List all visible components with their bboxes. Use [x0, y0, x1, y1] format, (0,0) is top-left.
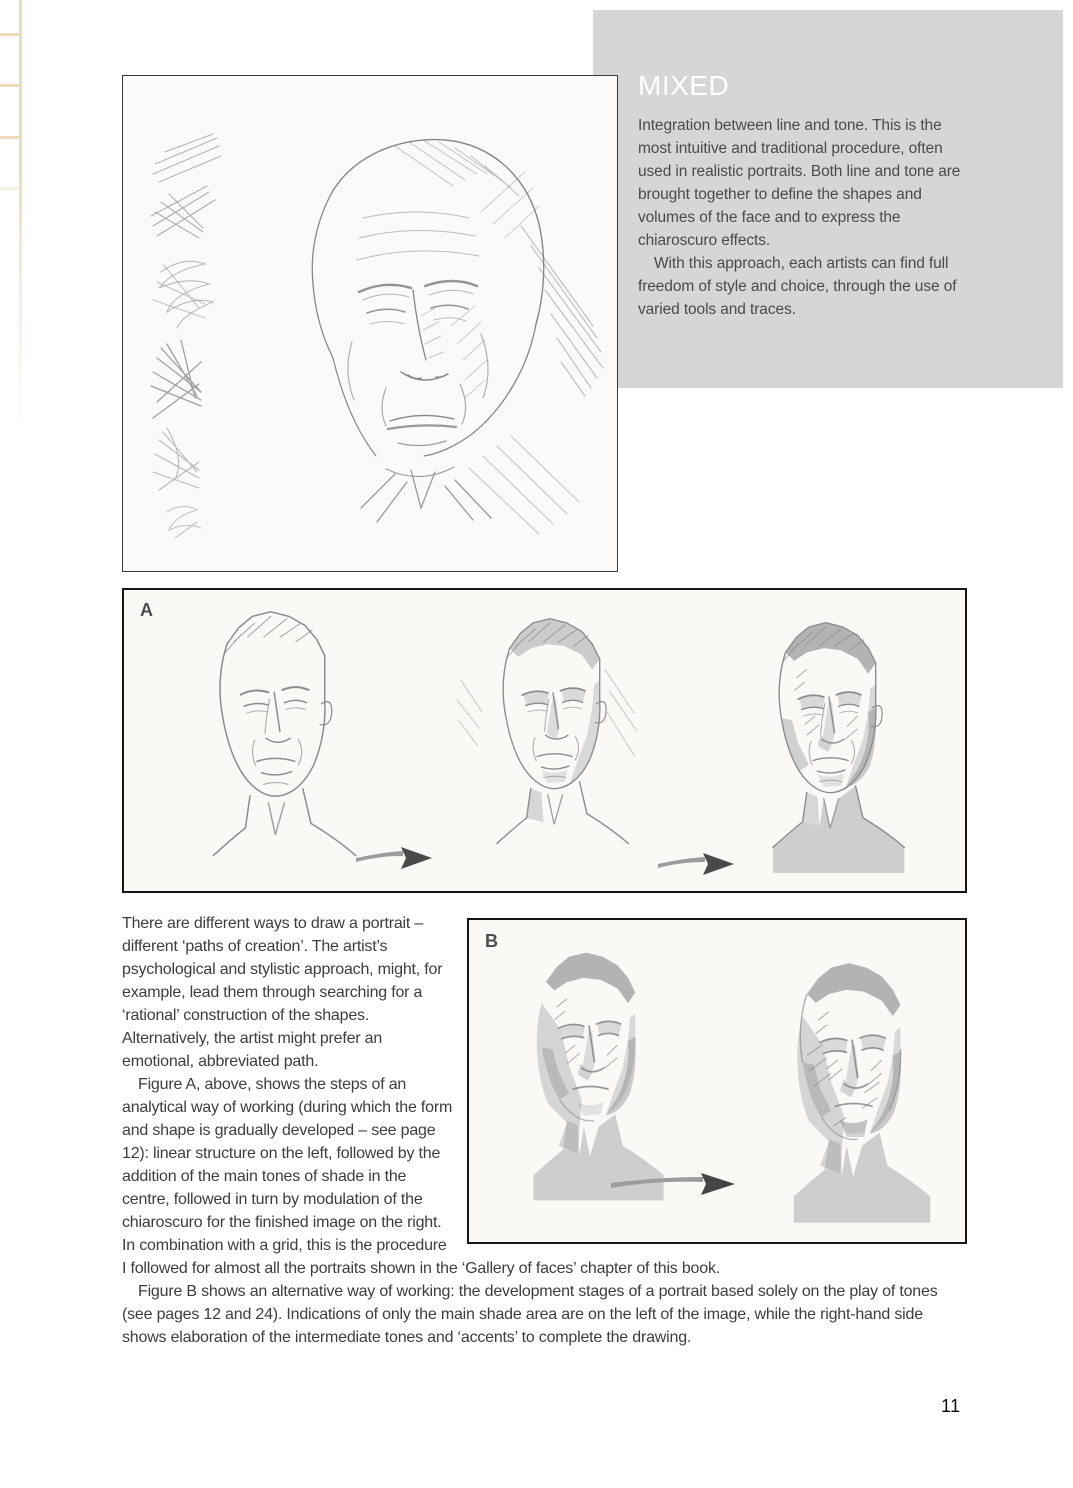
body-text	[122, 912, 967, 1349]
callout-paragraph-1: Integration between line and tone. This is the most intuitive and traditional procedure, often used in realistic portraits. Both line and tone are brought together to define the shapes and volumes of the face and to express the chiaroscuro effects.	[638, 117, 961, 250]
callout-paragraph-2: With this approach, each artists can find full freedom of style and choice, through the use of varied tools and traces.	[638, 255, 957, 319]
figure-a-stage-tone	[457, 619, 637, 844]
figure-a-stage-outline	[213, 612, 356, 856]
callout-heading: MIXED	[638, 70, 730, 101]
body-paragraph-1: There are different ways to draw a portrait – different ‘paths of creation’. The artist’s psychological and stylistic approach, might, for example, lead them through searching for a ‘rational’ construction of the shapes. Alternatively, the artist might prefer an emotional, abbreviated path.	[122, 915, 443, 1070]
ornament-vertical-rule	[19, 0, 22, 430]
figure-a-panel	[122, 588, 967, 893]
arrow-right-icon	[356, 847, 432, 869]
ornament-horizontal-rule	[0, 33, 22, 36]
body-paragraph-2: Figure A, above, shows the steps of an analytical way of working (during which the form and shape is gradually developed – see page 12): linear structure on the left, followed by the addition of the main tones of shade in the centre, followed in turn by modulation of the chiaroscuro for the finished image on the right. In combination with a grid, this is the procedure I followed for almost all the portraits shown in the ‘Gallery of faces’ chapter of this book.	[122, 1076, 720, 1277]
elderly-man-pencil-sketch	[123, 76, 616, 571]
body-paragraph-3: Figure B shows an alternative way of working: the development stages of a portrait based solely on the play of tones (see pages 12 and 24). Indications of only the main shade area are on the left of the image, while the right-hand side shows elaboration of the intermediate tones and ‘accents’ to complete the drawing.	[122, 1283, 938, 1346]
mixed-technique-callout	[593, 10, 1063, 388]
figure-a-stages-sketch	[124, 590, 965, 891]
ornament-horizontal-rule	[0, 84, 22, 87]
ornament-horizontal-rule	[0, 187, 22, 190]
figure-a-stage-final	[773, 623, 904, 873]
figure-b-stage-shade	[533, 953, 663, 1201]
ornament-horizontal-rule	[0, 136, 22, 139]
figure-b-panel	[467, 918, 967, 1244]
figure-a-label: A	[140, 600, 154, 620]
figure-b-label: B	[485, 931, 499, 951]
arrow-right-icon	[658, 853, 734, 875]
figure-b-stage-full	[794, 963, 930, 1223]
page-number: 11	[941, 1396, 961, 1416]
pencil-portrait-panel	[122, 75, 618, 572]
figure-b-stages-sketch	[469, 920, 965, 1242]
